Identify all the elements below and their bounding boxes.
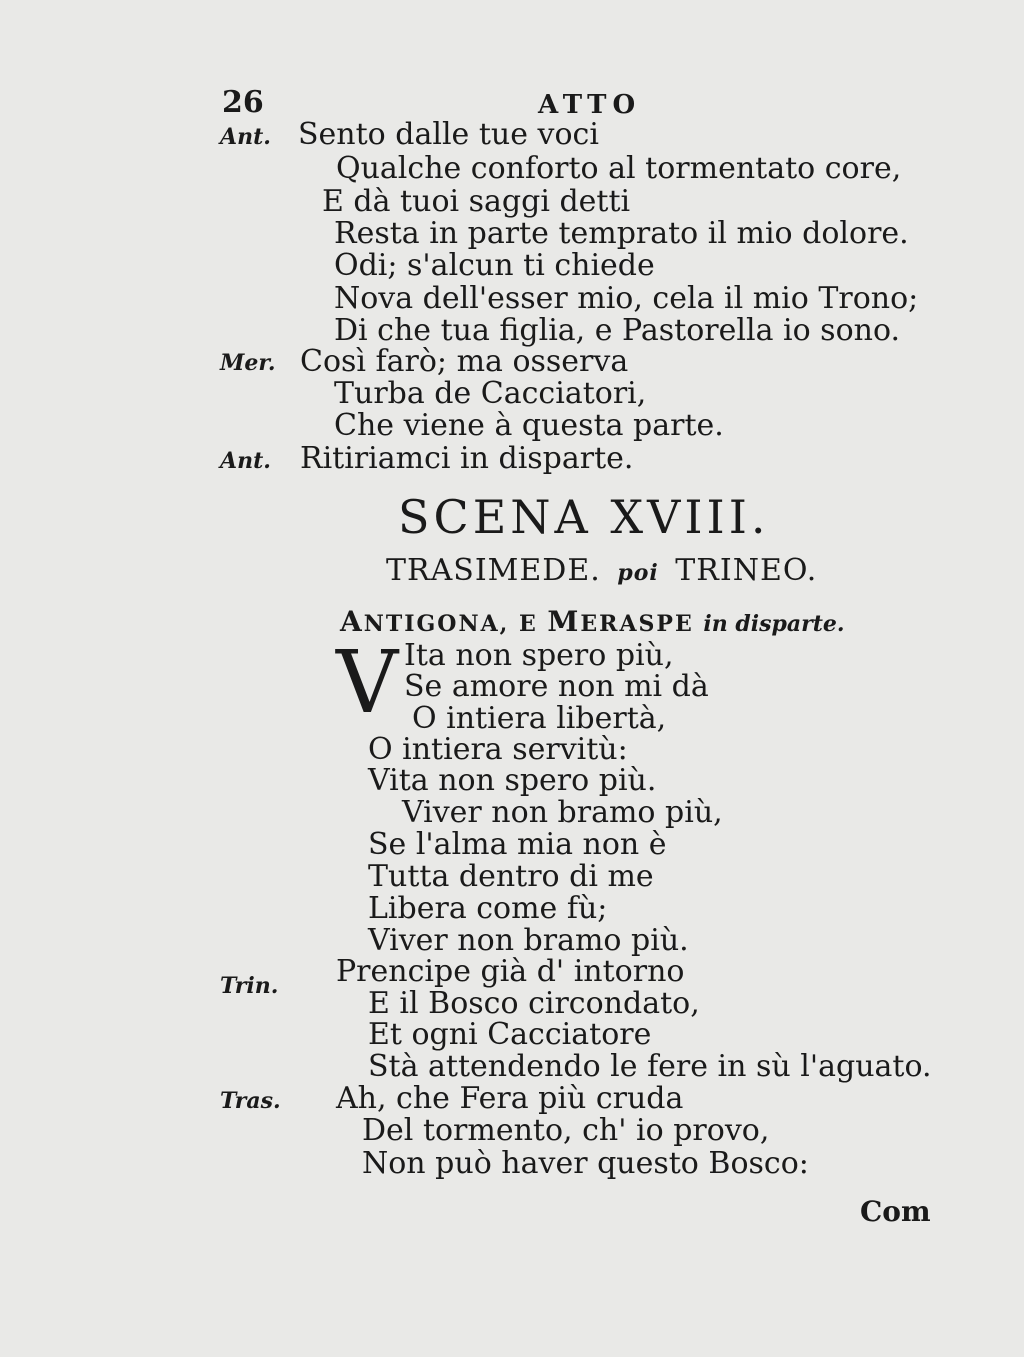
- verse-line: Ritiriamci in disparte.: [300, 441, 634, 476]
- drop-cap: V: [336, 633, 399, 733]
- aria-line: Se amore non mi dà: [404, 669, 709, 704]
- verse-line: Resta in parte temprato il mio dolore.: [334, 216, 909, 251]
- aria-line: Viver non bramo più,: [402, 795, 723, 830]
- speaker-label: Tras.: [220, 1088, 281, 1114]
- running-head: ATTO: [538, 90, 642, 120]
- verse-line: Turba de Cacciatori,: [334, 376, 647, 411]
- aria-line: Tutta dentro di me: [368, 859, 654, 894]
- verse-line: Nova dell'esser mio, cela il mio Trono;: [334, 281, 919, 316]
- stage-direction-disparte: in disparte.: [703, 611, 845, 637]
- aria-line: Vita non spero più.: [368, 763, 657, 798]
- character-initial: A: [340, 605, 364, 638]
- verse-line: Del tormento, ch' io provo,: [362, 1113, 770, 1148]
- aria-line: O intiera libertà,: [412, 701, 667, 736]
- scene-characters-line-2: [340, 605, 845, 638]
- aria-line: Se l'alma mia non è: [368, 827, 667, 862]
- character-trasimede: TRASIMEDE.: [386, 553, 601, 588]
- aria-line: O intiera servitù:: [368, 732, 628, 767]
- speaker-label: Mer.: [220, 350, 276, 376]
- verse-line: Ah, che Fera più cruda: [336, 1081, 684, 1116]
- verse-line: E il Bosco circondato,: [368, 986, 700, 1021]
- page-number: 26: [222, 85, 264, 120]
- aria-line: Libera come fù;: [368, 891, 608, 926]
- character-antigona: NTIGONA, E: [363, 611, 548, 637]
- character-initial: M: [547, 605, 581, 638]
- verse-line: E dà tuoi saggi detti: [322, 184, 631, 219]
- verse-line: Stà attendendo le fere in sù l'aguato.: [368, 1049, 932, 1084]
- stage-direction-poi: poi: [617, 560, 659, 586]
- character-meraspe: ERASPE: [580, 611, 694, 637]
- verse-line: Qualche conforto al tormentato core,: [336, 151, 902, 186]
- character-trineo: TRINEO.: [675, 553, 818, 588]
- catchword: Com: [860, 1195, 931, 1228]
- verse-line: Di che tua figlia, e Pastorella io sono.: [334, 313, 901, 348]
- speaker-label: Ant.: [220, 448, 271, 474]
- aria-line: Ita non spero più,: [404, 638, 674, 673]
- verse-line: Così farò; ma osserva: [300, 344, 629, 379]
- aria-line: Viver non bramo più.: [368, 923, 689, 958]
- verse-line: Sento dalle tue voci: [298, 117, 599, 152]
- scene-title: SCENA XVIII.: [398, 490, 770, 544]
- verse-line: Che viene à questa parte.: [334, 408, 724, 443]
- verse-line: Non può haver questo Bosco:: [362, 1146, 809, 1181]
- speaker-label: Ant.: [220, 124, 271, 150]
- speaker-label: Trin.: [220, 973, 279, 999]
- verse-line: Odi; s'alcun ti chiede: [334, 248, 655, 283]
- scene-characters-line-1: [386, 553, 818, 588]
- verse-line: Et ogni Cacciatore: [368, 1017, 652, 1052]
- verse-line: Prencipe già d' intorno: [336, 954, 685, 989]
